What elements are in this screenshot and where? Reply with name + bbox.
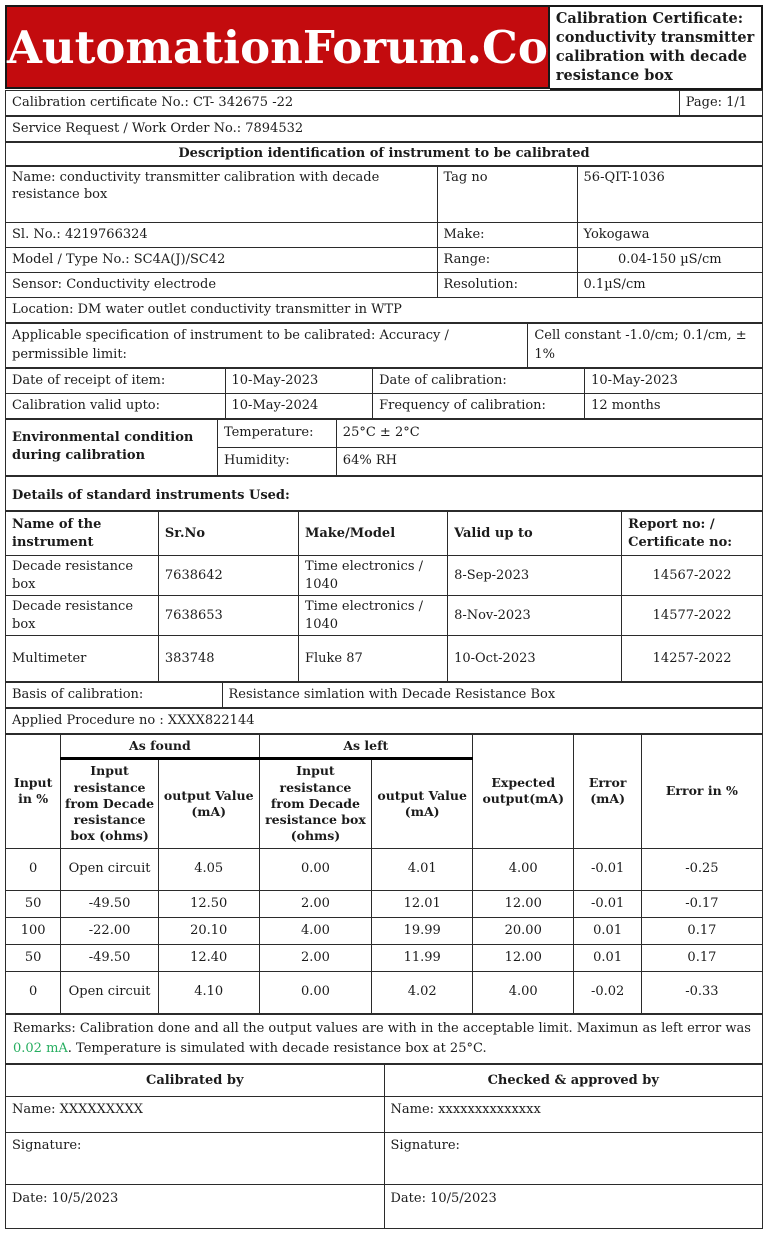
column-header-error-pct: Error in % bbox=[641, 735, 762, 849]
applicable-spec-value: Cell constant -1.0/cm; 0.1/cm, ± 1% bbox=[528, 323, 763, 367]
table-header-row bbox=[6, 1065, 763, 1097]
tag-value: 56-QIT-1036 bbox=[577, 166, 762, 222]
srno-cell: 383748 bbox=[158, 636, 298, 682]
result-cell: -0.01 bbox=[574, 848, 641, 890]
result-cell: Open circuit bbox=[61, 971, 159, 1013]
column-header-input-res-found: Input resistance from Decade resistance box (ohms) bbox=[61, 759, 159, 848]
valid-cell: 8-Sep-2023 bbox=[448, 556, 622, 596]
result-cell: -49.50 bbox=[61, 944, 159, 971]
basis-row bbox=[5, 682, 763, 708]
header-banner bbox=[5, 5, 763, 90]
result-cell: 11.99 bbox=[372, 944, 473, 971]
column-header-input-res-left: Input resistance from Decade resistance box (ohms) bbox=[259, 759, 372, 848]
resolution-value: 0.1µS/cm bbox=[577, 272, 762, 297]
result-cell: 0.01 bbox=[574, 944, 641, 971]
result-cell: 4.00 bbox=[259, 917, 372, 944]
remarks-highlight: 0.02 mA bbox=[13, 1040, 68, 1056]
service-request-cell bbox=[6, 116, 763, 141]
column-header-expected: Expected output(mA) bbox=[473, 735, 574, 849]
description-section-title: Description identification of instrument to be calibrated bbox=[6, 142, 763, 165]
result-cell: 0 bbox=[6, 971, 61, 1013]
result-cell: 0.17 bbox=[641, 944, 762, 971]
range-label: Range: bbox=[437, 247, 577, 272]
table-row bbox=[6, 476, 763, 511]
description-table bbox=[5, 166, 763, 323]
humidity-value: 64% RH bbox=[336, 447, 762, 475]
result-cell: -0.17 bbox=[641, 890, 762, 917]
result-cell: -0.01 bbox=[574, 890, 641, 917]
environment-table bbox=[5, 419, 763, 476]
make-model-cell: Time electronics / 1040 bbox=[298, 596, 447, 636]
procedure-row bbox=[5, 708, 763, 734]
result-cell: 2.00 bbox=[259, 890, 372, 917]
make-value: Yokogawa bbox=[577, 222, 762, 247]
tag-label: Tag no bbox=[437, 166, 577, 222]
result-cell: Open circuit bbox=[61, 848, 159, 890]
table-row bbox=[6, 247, 763, 272]
document-title-label: Calibration Certificate: bbox=[555, 10, 744, 27]
valid-upto-value: 10-May-2024 bbox=[225, 393, 373, 418]
table-row bbox=[6, 971, 763, 1013]
report-cell: 14257-2022 bbox=[622, 636, 763, 682]
table-header-row bbox=[6, 512, 763, 556]
table-row bbox=[6, 166, 763, 222]
srno-cell: 7638642 bbox=[158, 556, 298, 596]
checked-approved-header: Checked & approved by bbox=[384, 1065, 763, 1097]
result-cell: 20.10 bbox=[158, 917, 259, 944]
instrument-cell: Decade resistance box bbox=[6, 596, 159, 636]
serial-number: Sl. No.: 4219766324 bbox=[6, 222, 438, 247]
column-header-error: Error (mA) bbox=[574, 735, 641, 849]
table-row bbox=[6, 323, 763, 367]
result-cell: 4.02 bbox=[372, 971, 473, 1013]
applied-procedure: Applied Procedure no : XXXX822144 bbox=[6, 709, 763, 734]
column-header: Report no: / Certificate no: bbox=[622, 512, 763, 556]
sensor-type: Sensor: Conductivity electrode bbox=[6, 272, 438, 297]
service-request-label: Service Request / Work Order No.: bbox=[12, 120, 242, 136]
page-indicator: Page: 1/1 bbox=[679, 90, 762, 115]
table-row bbox=[6, 297, 763, 322]
results-table bbox=[5, 734, 763, 1014]
company-logo: AutomationForum.Co bbox=[5, 5, 550, 89]
date-receipt-label: Date of receipt of item: bbox=[6, 368, 226, 393]
result-cell: 12.50 bbox=[158, 890, 259, 917]
frequency-label: Frequency of calibration: bbox=[373, 393, 585, 418]
valid-cell: 8-Nov-2023 bbox=[448, 596, 622, 636]
table-row bbox=[6, 683, 763, 708]
certificate-number-value: CT- 342675 -22 bbox=[192, 94, 294, 110]
result-cell: 20.00 bbox=[473, 917, 574, 944]
result-cell: 4.05 bbox=[158, 848, 259, 890]
result-cell: 0 bbox=[6, 848, 61, 890]
column-header-input-pct: Input in % bbox=[6, 735, 61, 849]
date-calibration-label: Date of calibration: bbox=[373, 368, 585, 393]
group-header-as-left: As left bbox=[259, 735, 472, 759]
description-title-row bbox=[5, 142, 763, 166]
table-row bbox=[6, 1097, 763, 1133]
instrument-cell: Decade resistance box bbox=[6, 556, 159, 596]
table-row bbox=[6, 944, 763, 971]
standards-title-row bbox=[5, 476, 763, 512]
certificate-number-cell bbox=[6, 90, 680, 115]
result-cell: 4.00 bbox=[473, 971, 574, 1013]
result-cell: 2.00 bbox=[259, 944, 372, 971]
temperature-label: Temperature: bbox=[217, 419, 336, 447]
calibrated-date: Date: 10/5/2023 bbox=[6, 1185, 385, 1229]
result-cell: 4.00 bbox=[473, 848, 574, 890]
table-row bbox=[6, 636, 763, 682]
result-cell: 4.01 bbox=[372, 848, 473, 890]
standards-table bbox=[5, 511, 763, 682]
column-header: Name of the instrument bbox=[6, 512, 159, 556]
temperature-value: 25°C ± 2°C bbox=[336, 419, 762, 447]
report-cell: 14577-2022 bbox=[622, 596, 763, 636]
table-row bbox=[6, 142, 763, 165]
column-header: Valid up to bbox=[448, 512, 622, 556]
table-row bbox=[6, 556, 763, 596]
table-row bbox=[6, 890, 763, 917]
table-row bbox=[6, 1185, 763, 1229]
dates-table bbox=[5, 368, 763, 419]
calibrated-by-header: Calibrated by bbox=[6, 1065, 385, 1097]
report-cell: 14567-2022 bbox=[622, 556, 763, 596]
make-model-cell: Fluke 87 bbox=[298, 636, 447, 682]
table-header-row bbox=[6, 735, 763, 759]
result-cell: 12.01 bbox=[372, 890, 473, 917]
table-row bbox=[6, 419, 763, 447]
applicable-spec-row bbox=[5, 323, 763, 368]
checked-signature: Signature: bbox=[384, 1133, 763, 1185]
table-row bbox=[6, 116, 763, 141]
applicable-spec-label: Applicable specification of instrument to be calibrated: Accuracy / permissible limit: bbox=[6, 323, 528, 367]
result-cell: 50 bbox=[6, 944, 61, 971]
table-row bbox=[6, 368, 763, 393]
table-row bbox=[6, 222, 763, 247]
certificate-number-row bbox=[5, 90, 763, 116]
service-request-row bbox=[5, 116, 763, 142]
valid-cell: 10-Oct-2023 bbox=[448, 636, 622, 682]
frequency-value: 12 months bbox=[585, 393, 763, 418]
make-label: Make: bbox=[437, 222, 577, 247]
calibrated-name: Name: XXXXXXXXX bbox=[6, 1097, 385, 1133]
result-cell: -0.02 bbox=[574, 971, 641, 1013]
table-row bbox=[6, 90, 763, 115]
certificate-number-label: Calibration certificate No.: bbox=[12, 94, 189, 110]
result-cell: 100 bbox=[6, 917, 61, 944]
document-title-text: conductivity transmitter calibration with decade resistance box bbox=[555, 29, 755, 85]
result-cell: 12.00 bbox=[473, 944, 574, 971]
environment-label: Environmental condition during calibration bbox=[6, 419, 218, 475]
remarks-text bbox=[6, 1014, 763, 1063]
checked-name: Name: xxxxxxxxxxxxxx bbox=[384, 1097, 763, 1133]
result-cell: 19.99 bbox=[372, 917, 473, 944]
result-cell: 4.10 bbox=[158, 971, 259, 1013]
model-type: Model / Type No.: SC4A(J)/SC42 bbox=[6, 247, 438, 272]
result-cell: 0.01 bbox=[574, 917, 641, 944]
result-cell: -49.50 bbox=[61, 890, 159, 917]
remarks-row bbox=[5, 1014, 763, 1064]
table-row bbox=[6, 393, 763, 418]
column-header-output-found: output Value (mA) bbox=[158, 759, 259, 848]
range-value: 0.04-150 µS/cm bbox=[577, 247, 762, 272]
table-row bbox=[6, 1133, 763, 1185]
document-title-box bbox=[550, 5, 763, 90]
srno-cell: 7638653 bbox=[158, 596, 298, 636]
standards-section-title: Details of standard instruments Used: bbox=[6, 476, 763, 511]
table-row bbox=[6, 917, 763, 944]
group-header-as-found: As found bbox=[61, 735, 259, 759]
calibration-certificate-document bbox=[5, 5, 763, 1229]
instrument-name: Name: conductivity transmitter calibration with decade resistance box bbox=[6, 166, 438, 222]
make-model-cell: Time electronics / 1040 bbox=[298, 556, 447, 596]
service-request-value: 7894532 bbox=[245, 120, 304, 136]
instrument-cell: Multimeter bbox=[6, 636, 159, 682]
result-cell: 50 bbox=[6, 890, 61, 917]
remarks-after: . Temperature is simulated with decade resistance box at 25°C. bbox=[67, 1040, 487, 1056]
signoff-table bbox=[5, 1064, 763, 1229]
humidity-label: Humidity: bbox=[217, 447, 336, 475]
checked-date: Date: 10/5/2023 bbox=[384, 1185, 763, 1229]
result-cell: 0.17 bbox=[641, 917, 762, 944]
table-row bbox=[6, 1014, 763, 1063]
resolution-label: Resolution: bbox=[437, 272, 577, 297]
result-cell: 0.00 bbox=[259, 971, 372, 1013]
date-calibration-value: 10-May-2023 bbox=[585, 368, 763, 393]
calibrated-signature: Signature: bbox=[6, 1133, 385, 1185]
basis-label: Basis of calibration: bbox=[6, 683, 223, 708]
column-header: Make/Model bbox=[298, 512, 447, 556]
column-header-output-left: output Value (mA) bbox=[372, 759, 473, 848]
result-cell: 0.00 bbox=[259, 848, 372, 890]
result-cell: 12.00 bbox=[473, 890, 574, 917]
table-row bbox=[6, 709, 763, 734]
result-cell: -0.33 bbox=[641, 971, 762, 1013]
remarks-before: Remarks: Calibration done and all the output values are with in the acceptable limit. Maximun as left error was bbox=[13, 1020, 751, 1036]
column-header: Sr.No bbox=[158, 512, 298, 556]
table-row bbox=[6, 848, 763, 890]
location: Location: DM water outlet conductivity transmitter in WTP bbox=[6, 297, 763, 322]
valid-upto-label: Calibration valid upto: bbox=[6, 393, 226, 418]
date-receipt-value: 10-May-2023 bbox=[225, 368, 373, 393]
basis-value: Resistance simlation with Decade Resistance Box bbox=[222, 683, 763, 708]
result-cell: 12.40 bbox=[158, 944, 259, 971]
result-cell: -22.00 bbox=[61, 917, 159, 944]
table-row bbox=[6, 272, 763, 297]
result-cell: -0.25 bbox=[641, 848, 762, 890]
table-row bbox=[6, 596, 763, 636]
